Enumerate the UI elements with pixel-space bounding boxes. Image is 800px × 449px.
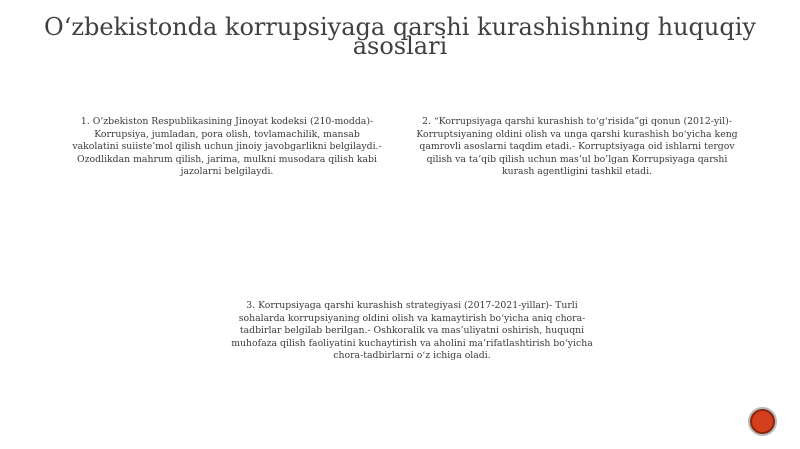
content-block-anti-corruption-law: 2. “Korrupsiyaga qarshi kurashish to‘g‘risida”gi qonun (2012-yil)- Korruptsiyaning oldini olish va unga qarshi kurashish bo‘yicha keng qamrovli asoslarni taqdim etadi.- Korruptsiyaga oid ishlarni tergov qilish va ta’qib qilish uchun mas’ul bo’lgan Korrupsiyaga qarshi kurash agentligini tashkil etadi. <box>416 116 738 178</box>
circle-button-icon[interactable] <box>748 407 777 436</box>
content-block-criminal-code: 1. O’zbekiston Respublikasining Jinoyat kodeksi (210-modda)- Korrupsiya, jumladan, pora olish, tovlamachilik, mansab vakolatini suiiste’mol qilish uchun jinoiy javobgarlikni belgilaydi.- Ozodlikdan mahrum qilish, jarima, mulkni musodara qilish kabi jazolarni belgilaydi. <box>72 116 382 178</box>
slide-title: O‘zbekistonda korrupsiyaga qarshi kurashishning huquqiy asoslari <box>44 13 756 60</box>
content-block-strategy: 3. Korrupsiyaga qarshi kurashish strategiyasi (2017-2021-yillar)- Turli sohalarda korrupsiyaning oldini olish va kamaytirish bo‘yicha aniq chora-tadbirlar belgilab berilgan.- Oshkoralik va mas’uliyatni oshirish, huquqni muhofaza qilish faoliyatini kuchaytirish va aholini ma’rifatlashtirish bo‘yicha chora-tadbirlarni o‘z ichiga oladi. <box>231 300 593 362</box>
